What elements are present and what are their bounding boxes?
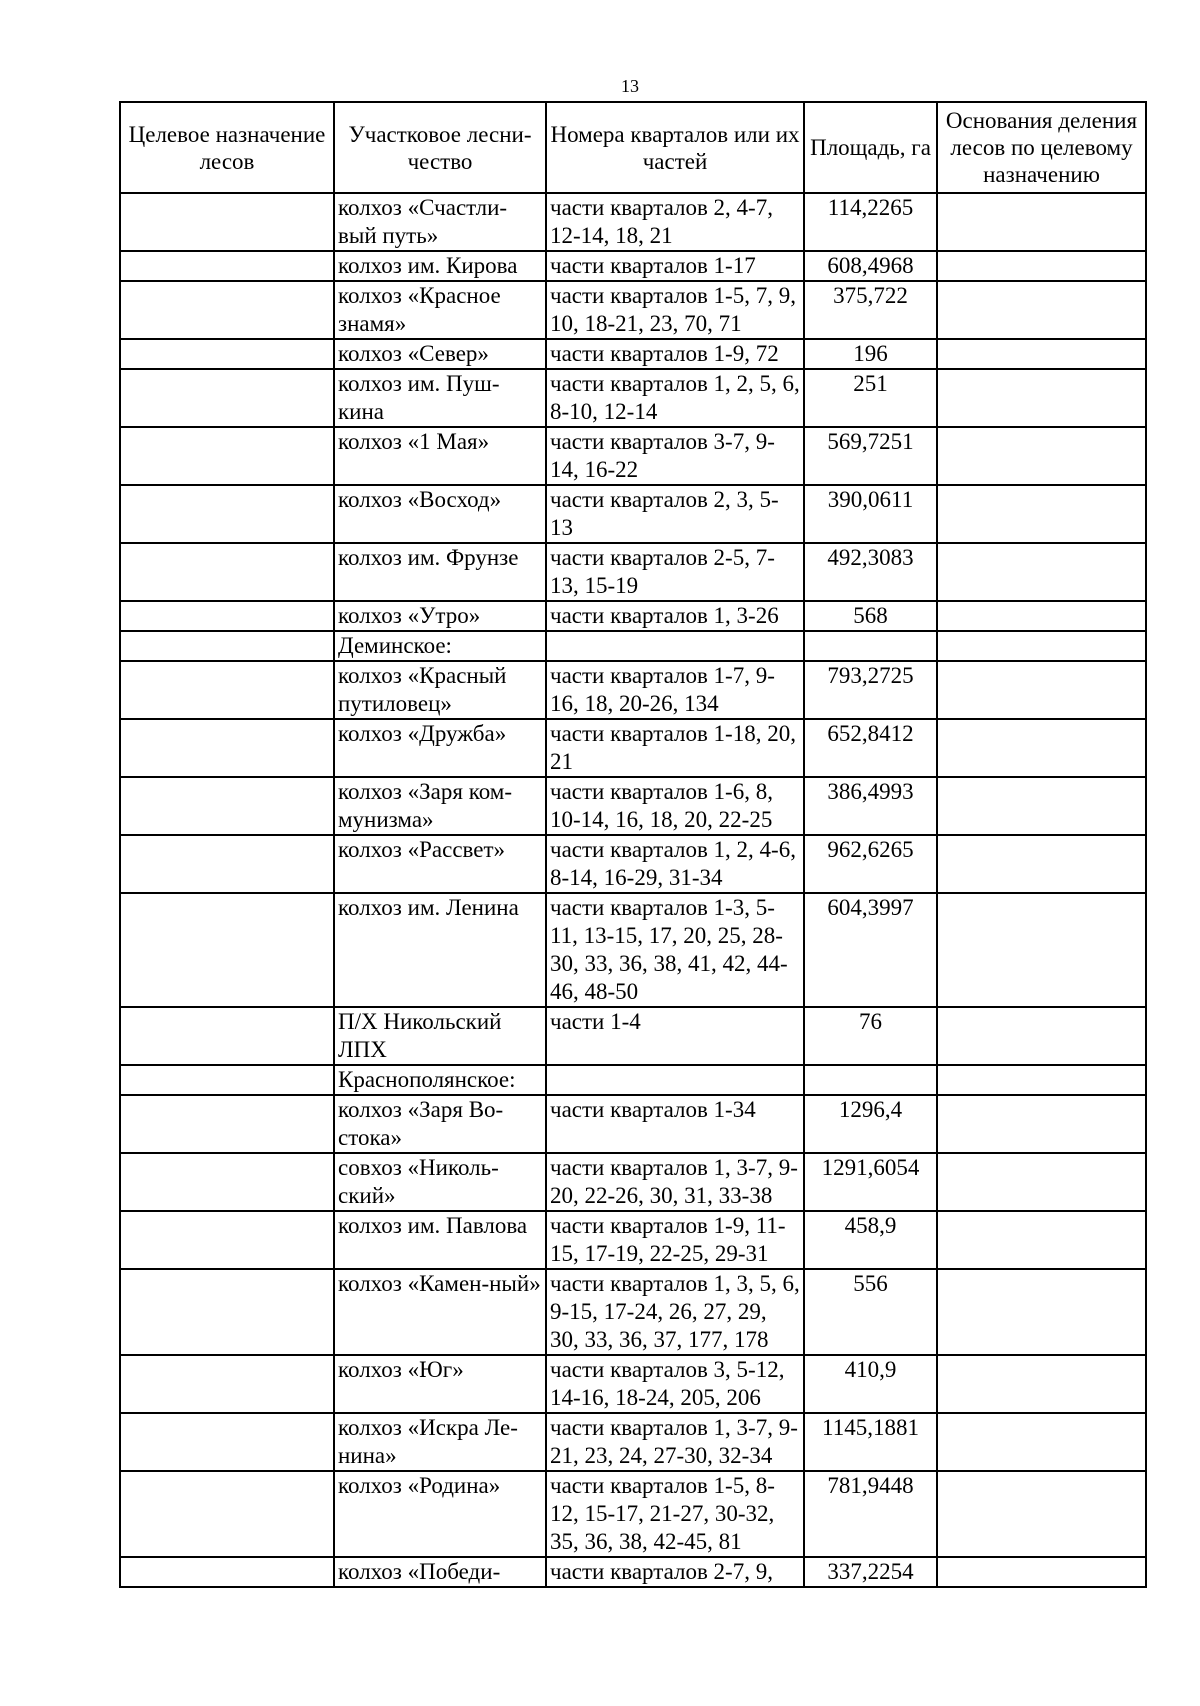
quarters-cell: части кварталов 1-34 bbox=[546, 1095, 804, 1153]
area-cell: 410,9 bbox=[804, 1355, 937, 1413]
table-row bbox=[120, 427, 1146, 485]
table-row bbox=[120, 281, 1146, 339]
header-forestry: Участковое лесни-чество bbox=[334, 102, 546, 193]
quarters-cell: части кварталов 1, 2, 4-6, 8-14, 16-29, 31-34 bbox=[546, 835, 804, 893]
table-row bbox=[120, 1269, 1146, 1355]
basis-cell bbox=[937, 601, 1146, 631]
area-cell: 1145,1881 bbox=[804, 1413, 937, 1471]
quarters-cell: части кварталов 1-5, 7, 9, 10, 18-21, 23, 70, 71 bbox=[546, 281, 804, 339]
forestry-cell: колхоз «Камен-ный» bbox=[334, 1269, 546, 1355]
purpose-cell bbox=[120, 193, 334, 251]
area-cell: 652,8412 bbox=[804, 719, 937, 777]
purpose-cell bbox=[120, 893, 334, 1007]
forestry-cell: колхоз им. Пуш-кина bbox=[334, 369, 546, 427]
basis-cell bbox=[937, 193, 1146, 251]
quarters-cell: части кварталов 1-9, 11-15, 17-19, 22-25, 29-31 bbox=[546, 1211, 804, 1269]
quarters-cell: части кварталов 2, 3, 5-13 bbox=[546, 485, 804, 543]
table-row bbox=[120, 1471, 1146, 1557]
page-number: 13 bbox=[621, 76, 639, 96]
purpose-cell bbox=[120, 543, 334, 601]
purpose-cell bbox=[120, 661, 334, 719]
area-cell: 458,9 bbox=[804, 1211, 937, 1269]
quarters-cell: части кварталов 1-3, 5-11, 13-15, 17, 20, 25, 28-30, 33, 36, 38, 41, 42, 44-46, 48-50 bbox=[546, 893, 804, 1007]
forestry-cell: колхоз «Счастли-вый путь» bbox=[334, 193, 546, 251]
purpose-cell bbox=[120, 1269, 334, 1355]
table-row bbox=[120, 1557, 1146, 1587]
table-header-row bbox=[120, 102, 1146, 193]
basis-cell bbox=[937, 339, 1146, 369]
quarters-cell: части кварталов 2, 4-7, 12-14, 18, 21 bbox=[546, 193, 804, 251]
basis-cell bbox=[937, 369, 1146, 427]
area-cell: 251 bbox=[804, 369, 937, 427]
area-cell: 76 bbox=[804, 1007, 937, 1065]
basis-cell bbox=[937, 1211, 1146, 1269]
purpose-cell bbox=[120, 339, 334, 369]
table-row bbox=[120, 485, 1146, 543]
table-row bbox=[120, 719, 1146, 777]
purpose-cell bbox=[120, 1557, 334, 1587]
forestry-cell: совхоз «Николь-ский» bbox=[334, 1153, 546, 1211]
forestry-cell: Краснополянское: bbox=[334, 1065, 546, 1095]
purpose-cell bbox=[120, 1211, 334, 1269]
purpose-cell bbox=[120, 1355, 334, 1413]
area-cell: 1296,4 bbox=[804, 1095, 937, 1153]
quarters-cell bbox=[546, 1065, 804, 1095]
table-row bbox=[120, 193, 1146, 251]
basis-cell bbox=[937, 427, 1146, 485]
forestry-cell: колхоз «Красное знамя» bbox=[334, 281, 546, 339]
quarters-cell: части кварталов 1-17 bbox=[546, 251, 804, 281]
quarters-cell: части кварталов 3, 5-12, 14-16, 18-24, 205, 206 bbox=[546, 1355, 804, 1413]
area-cell: 492,3083 bbox=[804, 543, 937, 601]
table-row bbox=[120, 1007, 1146, 1065]
purpose-cell bbox=[120, 1153, 334, 1211]
area-cell: 390,0611 bbox=[804, 485, 937, 543]
forestry-cell: колхоз им. Фрунзе bbox=[334, 543, 546, 601]
purpose-cell bbox=[120, 1095, 334, 1153]
quarters-cell: части кварталов 1-18, 20, 21 bbox=[546, 719, 804, 777]
table-row bbox=[120, 251, 1146, 281]
purpose-cell bbox=[120, 719, 334, 777]
quarters-cell: части кварталов 1, 3-26 bbox=[546, 601, 804, 631]
table-body bbox=[120, 193, 1146, 1587]
area-cell: 386,4993 bbox=[804, 777, 937, 835]
quarters-cell: части кварталов 1-5, 8-12, 15-17, 21-27, 30-32, 35, 36, 38, 42-45, 81 bbox=[546, 1471, 804, 1557]
table-row bbox=[120, 1153, 1146, 1211]
table-row bbox=[120, 369, 1146, 427]
basis-cell bbox=[937, 1413, 1146, 1471]
quarters-cell bbox=[546, 631, 804, 661]
area-cell: 604,3997 bbox=[804, 893, 937, 1007]
area-cell bbox=[804, 1065, 937, 1095]
area-cell: 793,2725 bbox=[804, 661, 937, 719]
table-row bbox=[120, 1211, 1146, 1269]
purpose-cell bbox=[120, 631, 334, 661]
purpose-cell bbox=[120, 1065, 334, 1095]
purpose-cell bbox=[120, 251, 334, 281]
forestry-cell: колхоз «Восход» bbox=[334, 485, 546, 543]
purpose-cell bbox=[120, 281, 334, 339]
table-row bbox=[120, 661, 1146, 719]
area-cell: 569,7251 bbox=[804, 427, 937, 485]
basis-cell bbox=[937, 777, 1146, 835]
basis-cell bbox=[937, 1153, 1146, 1211]
forestry-cell: П/Х Никольский ЛПХ bbox=[334, 1007, 546, 1065]
quarters-cell: части кварталов 1-9, 72 bbox=[546, 339, 804, 369]
basis-cell bbox=[937, 661, 1146, 719]
basis-cell bbox=[937, 251, 1146, 281]
forestry-cell: колхоз «Утро» bbox=[334, 601, 546, 631]
header-area: Площадь, га bbox=[804, 102, 937, 193]
quarters-cell: части кварталов 1, 3-7, 9-21, 23, 24, 27-30, 32-34 bbox=[546, 1413, 804, 1471]
basis-cell bbox=[937, 1355, 1146, 1413]
basis-cell bbox=[937, 835, 1146, 893]
forestry-cell: колхоз «1 Мая» bbox=[334, 427, 546, 485]
area-cell: 196 bbox=[804, 339, 937, 369]
forestry-cell: колхоз им. Ленина bbox=[334, 893, 546, 1007]
table-row bbox=[120, 601, 1146, 631]
basis-cell bbox=[937, 281, 1146, 339]
quarters-cell: части кварталов 1-7, 9-16, 18, 20-26, 134 bbox=[546, 661, 804, 719]
forestry-cell: колхоз «Победи- bbox=[334, 1557, 546, 1587]
basis-cell bbox=[937, 543, 1146, 601]
purpose-cell bbox=[120, 369, 334, 427]
forestry-cell: колхоз «Родина» bbox=[334, 1471, 546, 1557]
basis-cell bbox=[937, 1557, 1146, 1587]
table-row bbox=[120, 1065, 1146, 1095]
forestry-cell: колхоз «Рассвет» bbox=[334, 835, 546, 893]
area-cell: 114,2265 bbox=[804, 193, 937, 251]
forestry-cell: колхоз «Заря Во-стока» bbox=[334, 1095, 546, 1153]
forestry-cell: колхоз «Красный путиловец» bbox=[334, 661, 546, 719]
purpose-cell bbox=[120, 777, 334, 835]
header-basis: Основания деления лесов по целевому назначению bbox=[937, 102, 1146, 193]
purpose-cell bbox=[120, 427, 334, 485]
table-row bbox=[120, 777, 1146, 835]
basis-cell bbox=[937, 1007, 1146, 1065]
forestry-cell: колхоз «Север» bbox=[334, 339, 546, 369]
quarters-cell: части кварталов 2-7, 9, bbox=[546, 1557, 804, 1587]
forestry-cell: колхоз «Искра Ле-нина» bbox=[334, 1413, 546, 1471]
basis-cell bbox=[937, 1065, 1146, 1095]
area-cell: 337,2254 bbox=[804, 1557, 937, 1587]
table-row bbox=[120, 893, 1146, 1007]
quarters-cell: части кварталов 1-6, 8, 10-14, 16, 18, 20, 22-25 bbox=[546, 777, 804, 835]
quarters-cell: части кварталов 1, 2, 5, 6, 8-10, 12-14 bbox=[546, 369, 804, 427]
purpose-cell bbox=[120, 1413, 334, 1471]
table-row bbox=[120, 631, 1146, 661]
header-quarters: Номера кварталов или их частей bbox=[546, 102, 804, 193]
table-row bbox=[120, 1095, 1146, 1153]
forestry-cell: колхоз «Дружба» bbox=[334, 719, 546, 777]
area-cell: 608,4968 bbox=[804, 251, 937, 281]
area-cell: 1291,6054 bbox=[804, 1153, 937, 1211]
basis-cell bbox=[937, 485, 1146, 543]
header-purpose: Целевое назначение лесов bbox=[120, 102, 334, 193]
forest-division-table bbox=[119, 101, 1147, 1588]
quarters-cell: части 1-4 bbox=[546, 1007, 804, 1065]
basis-cell bbox=[937, 631, 1146, 661]
area-cell bbox=[804, 631, 937, 661]
purpose-cell bbox=[120, 835, 334, 893]
table-row bbox=[120, 339, 1146, 369]
basis-cell bbox=[937, 1095, 1146, 1153]
basis-cell bbox=[937, 719, 1146, 777]
table-row bbox=[120, 543, 1146, 601]
forestry-cell: Деминское: bbox=[334, 631, 546, 661]
purpose-cell bbox=[120, 1007, 334, 1065]
purpose-cell bbox=[120, 601, 334, 631]
basis-cell bbox=[937, 893, 1146, 1007]
quarters-cell: части кварталов 2-5, 7-13, 15-19 bbox=[546, 543, 804, 601]
forestry-cell: колхоз им. Кирова bbox=[334, 251, 546, 281]
area-cell: 568 bbox=[804, 601, 937, 631]
quarters-cell: части кварталов 1, 3-7, 9-20, 22-26, 30, 31, 33-38 bbox=[546, 1153, 804, 1211]
quarters-cell: части кварталов 3-7, 9-14, 16-22 bbox=[546, 427, 804, 485]
basis-cell bbox=[937, 1269, 1146, 1355]
purpose-cell bbox=[120, 1471, 334, 1557]
basis-cell bbox=[937, 1471, 1146, 1557]
quarters-cell: части кварталов 1, 3, 5, 6, 9-15, 17-24, 26, 27, 29, 30, 33, 36, 37, 177, 178 bbox=[546, 1269, 804, 1355]
table-row bbox=[120, 835, 1146, 893]
purpose-cell bbox=[120, 485, 334, 543]
forestry-cell: колхоз «Заря ком-мунизма» bbox=[334, 777, 546, 835]
area-cell: 375,722 bbox=[804, 281, 937, 339]
forestry-cell: колхоз «Юг» bbox=[334, 1355, 546, 1413]
table-row bbox=[120, 1413, 1146, 1471]
area-cell: 781,9448 bbox=[804, 1471, 937, 1557]
area-cell: 556 bbox=[804, 1269, 937, 1355]
forestry-cell: колхоз им. Павлова bbox=[334, 1211, 546, 1269]
area-cell: 962,6265 bbox=[804, 835, 937, 893]
table-row bbox=[120, 1355, 1146, 1413]
